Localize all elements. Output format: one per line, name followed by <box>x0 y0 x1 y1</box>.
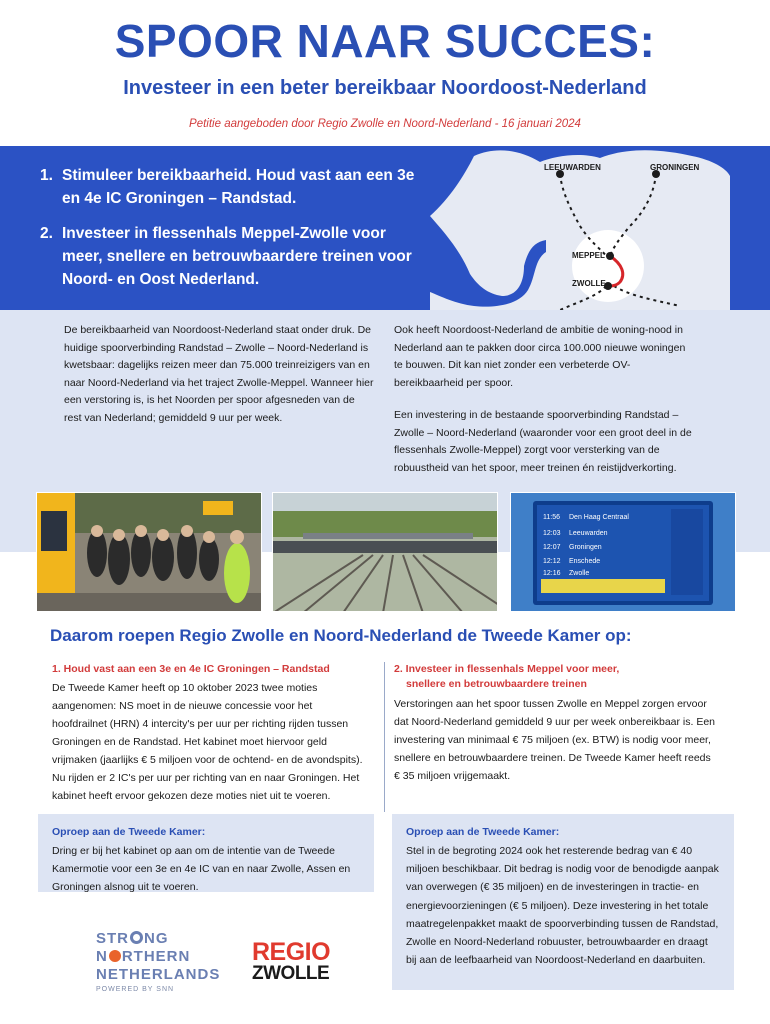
intro-left-text: De bereikbaarheid van Noordoost-Nederland staat onder druk. De huidige spoorverbinding Randstad – Zwolle – Noord-Nederland is kwetsbaar: dagelijks reizen meer dan 75.000 treinreizigers van en naar Noord-Nederland via het traject Zwolle-Meppel. Wanneer hier een verstoring is, is het Noorden per spoor afgesneden van de rest van Nederland; gemiddeld 9 uur per week. <box>64 324 374 424</box>
board-time-3: 12:07 <box>543 544 561 551</box>
rz-word-zwolle: ZWOLLE <box>252 962 330 984</box>
key-point-number: 2. <box>40 225 53 242</box>
sn-word-1b: NG <box>144 930 169 947</box>
key-point-number: 1. <box>40 167 53 184</box>
intro-right <box>394 322 694 492</box>
sn-word-2a: N <box>96 948 108 965</box>
map-label-meppel: MEPPEL <box>572 251 605 260</box>
map-label-groningen: GRONINGEN <box>650 163 700 172</box>
key-points <box>40 164 430 303</box>
right-body: Verstoringen aan het spoor tussen Zwolle en Meppel zorgen ervoor dat Noord-Nederland gemiddeld 9 uur per week onbereikbaar is. Een investering van minimaal € 75 miljoen (ex. BTW) is nodig voor meer, snellere en betrouwbaardere treinen. De Tweede Kamer heeft reeds € 35 miljoen vrijgemaakt. <box>394 698 716 782</box>
key-point-2 <box>40 222 430 291</box>
board-dest-1: Den Haag Centraal <box>569 514 629 521</box>
call-box-right <box>392 814 734 990</box>
intro-right-text-1: Ook heeft Noordoost-Nederland de ambitie de woning-nood in Nederland aan te pakken door circa 100.000 nieuwe woningen te bouwen. Dit kan niet zonder een verbeterde OV-bereikbaarheid per spoor. <box>394 324 686 389</box>
sn-word-1a: STR <box>96 930 129 947</box>
photo-rail-yard <box>272 492 498 612</box>
call-box-text: Stel in de begroting 2024 ook het resterende bedrag van € 40 miljoen beschikbaar. Dit bedrag is nodig voor de benodigde aanpak van overwegen (€ 35 miljoen) en de investeringen in tractie- en energievoorzieningen (€ 5 miljoen). Deze investering in het totale maatregelenpakket maakt de spoorverbinding tussen de Randstad, Zwolle en Noord-Nederland robuuster, betrouwbaarder en draagt bij aan de leefbaarheid van Noordoost-Nederland en daarbuiten. <box>406 845 719 967</box>
board-time-4: 12:12 <box>543 558 561 565</box>
board-time-5: 12:16 <box>543 570 561 577</box>
right-subheading <box>394 662 724 692</box>
photo-departure-board <box>510 492 736 612</box>
board-time-2: 12:03 <box>543 530 561 537</box>
regio-zwolle-logo <box>252 938 331 984</box>
map-highlight-circle <box>572 230 644 302</box>
rail-map-graphic <box>430 146 730 310</box>
rail-map <box>430 146 730 310</box>
board-dest-2: Leeuwarden <box>569 530 608 537</box>
page-title: SPOOR NAAR SUCCES: <box>114 15 656 67</box>
rz-word-regio: REGIO <box>252 938 331 966</box>
section-heading: Daarom roepen Regio Zwolle en Noord-Nederland de Tweede Kamer op: <box>50 626 632 645</box>
left-body: De Tweede Kamer heeft op 10 oktober 2023 twee moties aangenomen: NS moet in de nieuwe concessie voor het hoofdrailnet (HRN) 4 intercity's per uur per richting rijden tussen Groningen en de Randstad. Het kabinet moet hiervoor geld vrijmaken (jaarlijks € 5 miljoen voor de ochtend- en de avondspits). Nu rijden er 2 IC's per uur per richting van en naar Groningen. Het kabinet heeft ervoor gekozen deze moties niet uit te voeren. <box>52 682 363 802</box>
sn-o-ring <box>130 931 143 944</box>
petition-line: Petitie aangeboden door Regio Zwolle en Noord-Nederland - 16 januari 2024 <box>189 118 581 130</box>
key-point-text: Investeer in flessenhals Meppel-Zwolle voor meer, snellere en betrouwbaardere treinen voor Noord- en Oost Nederland. <box>62 225 412 288</box>
left-subheading: 1. Houd vast aan een 3e en 4e IC Groningen – Randstad <box>52 663 330 675</box>
key-point-1 <box>40 164 430 210</box>
call-box-left <box>38 814 374 892</box>
map-dot-meppel <box>606 252 614 260</box>
map-label-zwolle: ZWOLLE <box>572 279 606 288</box>
call-box-text: Dring er bij het kabinet op aan om de intentie van de Tweede Kamermotie voor een 3e en 4e IC van en naar Zwolle, Assen en Groningen alsnog uit te voeren. <box>52 845 351 894</box>
right-subheading-line-1: 2. Investeer in flessenhals Meppel voor meer, <box>394 663 620 675</box>
sn-o-dot <box>109 950 121 962</box>
board-dest-4: Enschede <box>569 558 601 565</box>
board-time-1: 11:56 <box>543 514 560 521</box>
sn-powered-by: POWERED BY SNN <box>96 986 175 993</box>
intro-left <box>64 322 374 442</box>
sn-word-3: NETHERLANDS <box>96 966 221 983</box>
sn-word-2b: RTHERN <box>121 948 191 965</box>
photo-crowded-platform <box>36 492 262 612</box>
strong-northern-netherlands-logo <box>96 930 236 1000</box>
page-subtitle: Investeer in een beter bereikbaar Noordoost-Nederland <box>123 77 647 99</box>
board-dest-5: Zwolle <box>569 570 590 577</box>
key-point-text: Stimuleer bereikbaarheid. Houd vast aan een 3e en 4e IC Groningen – Randstad. <box>62 167 415 207</box>
right-subheading-line-2: snellere en betrouwbaardere treinen <box>406 678 587 690</box>
intro-right-text-2: Een investering in de bestaande spoorverbinding Randstad – Zwolle – Noord-Nederland (waaronder voor een groot deel in de flessenhals Zwolle-Meppel) zorgt voor versterking van de robuustheid van het spoor, meer treinen én reistijdverkorting. <box>394 409 692 474</box>
map-label-leeuwarden: LEEUWARDEN <box>544 163 601 172</box>
column-divider <box>384 662 385 812</box>
board-dest-3: Groningen <box>569 544 602 551</box>
call-box-heading: Oproep aan de Tweede Kamer: <box>406 826 560 838</box>
call-box-heading: Oproep aan de Tweede Kamer: <box>52 826 206 838</box>
